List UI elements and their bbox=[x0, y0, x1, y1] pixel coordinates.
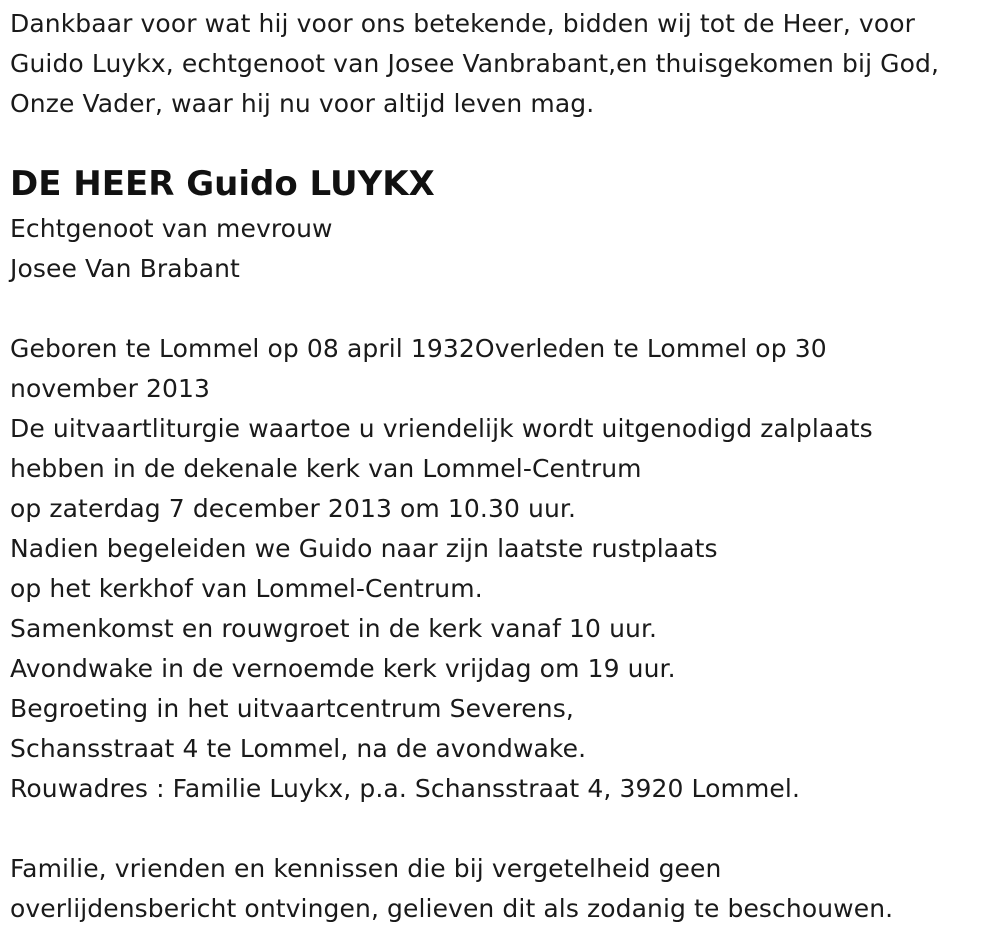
intro-line: Dankbaar voor wat hij voor ons betekende, bidden wij tot de Heer, voor bbox=[10, 9, 915, 38]
deceased-name-heading: DE HEER Guido LUYKX bbox=[10, 164, 435, 204]
spacer bbox=[10, 809, 995, 849]
details-line: op zaterdag 7 december 2013 om 10.30 uur. bbox=[10, 494, 577, 523]
obituary-document bbox=[10, 4, 995, 929]
details-line: De uitvaartliturgie waartoe u vriendelijk wordt uitgenodigd zalplaats bbox=[10, 414, 873, 443]
details-line: Samenkomst en rouwgroet in de kerk vanaf 10 uur. bbox=[10, 614, 658, 643]
spouse-line: Echtgenoot van mevrouw bbox=[10, 214, 333, 243]
mourning-address-line: Rouwadres : Familie Luykx, p.a. Schansstraat 4, 3920 Lommel. bbox=[10, 774, 800, 803]
closing-paragraph bbox=[10, 849, 995, 929]
details-line: op het kerkhof van Lommel-Centrum. bbox=[10, 574, 483, 603]
closing-line: overlijdensbericht ontvingen, gelieven dit als zodanig te beschouwen. bbox=[10, 894, 894, 923]
details-line: Avondwake in de vernoemde kerk vrijdag om 19 uur. bbox=[10, 654, 676, 683]
intro-paragraph bbox=[10, 4, 995, 124]
details-line: november 2013 bbox=[10, 374, 211, 403]
intro-line: Onze Vader, waar hij nu voor altijd leven mag. bbox=[10, 89, 595, 118]
spouse-line: Josee Van Brabant bbox=[10, 254, 240, 283]
details-line: Begroeting in het uitvaartcentrum Severens, bbox=[10, 694, 574, 723]
funeral-details bbox=[10, 329, 995, 809]
closing-line: Familie, vrienden en kennissen die bij vergetelheid geen bbox=[10, 854, 722, 883]
details-line: Nadien begeleiden we Guido naar zijn laatste rustplaats bbox=[10, 534, 718, 563]
spacer bbox=[10, 289, 995, 329]
details-line: hebben in de dekenale kerk van Lommel-Centrum bbox=[10, 454, 642, 483]
details-line: Geboren te Lommel op 08 april 1932Overleden te Lommel op 30 bbox=[10, 334, 827, 363]
details-line: Schansstraat 4 te Lommel, na de avondwake. bbox=[10, 734, 587, 763]
intro-line: Guido Luykx, echtgenoot van Josee Vanbrabant,en thuisgekomen bij God, bbox=[10, 49, 940, 78]
spouse-block bbox=[10, 209, 995, 289]
